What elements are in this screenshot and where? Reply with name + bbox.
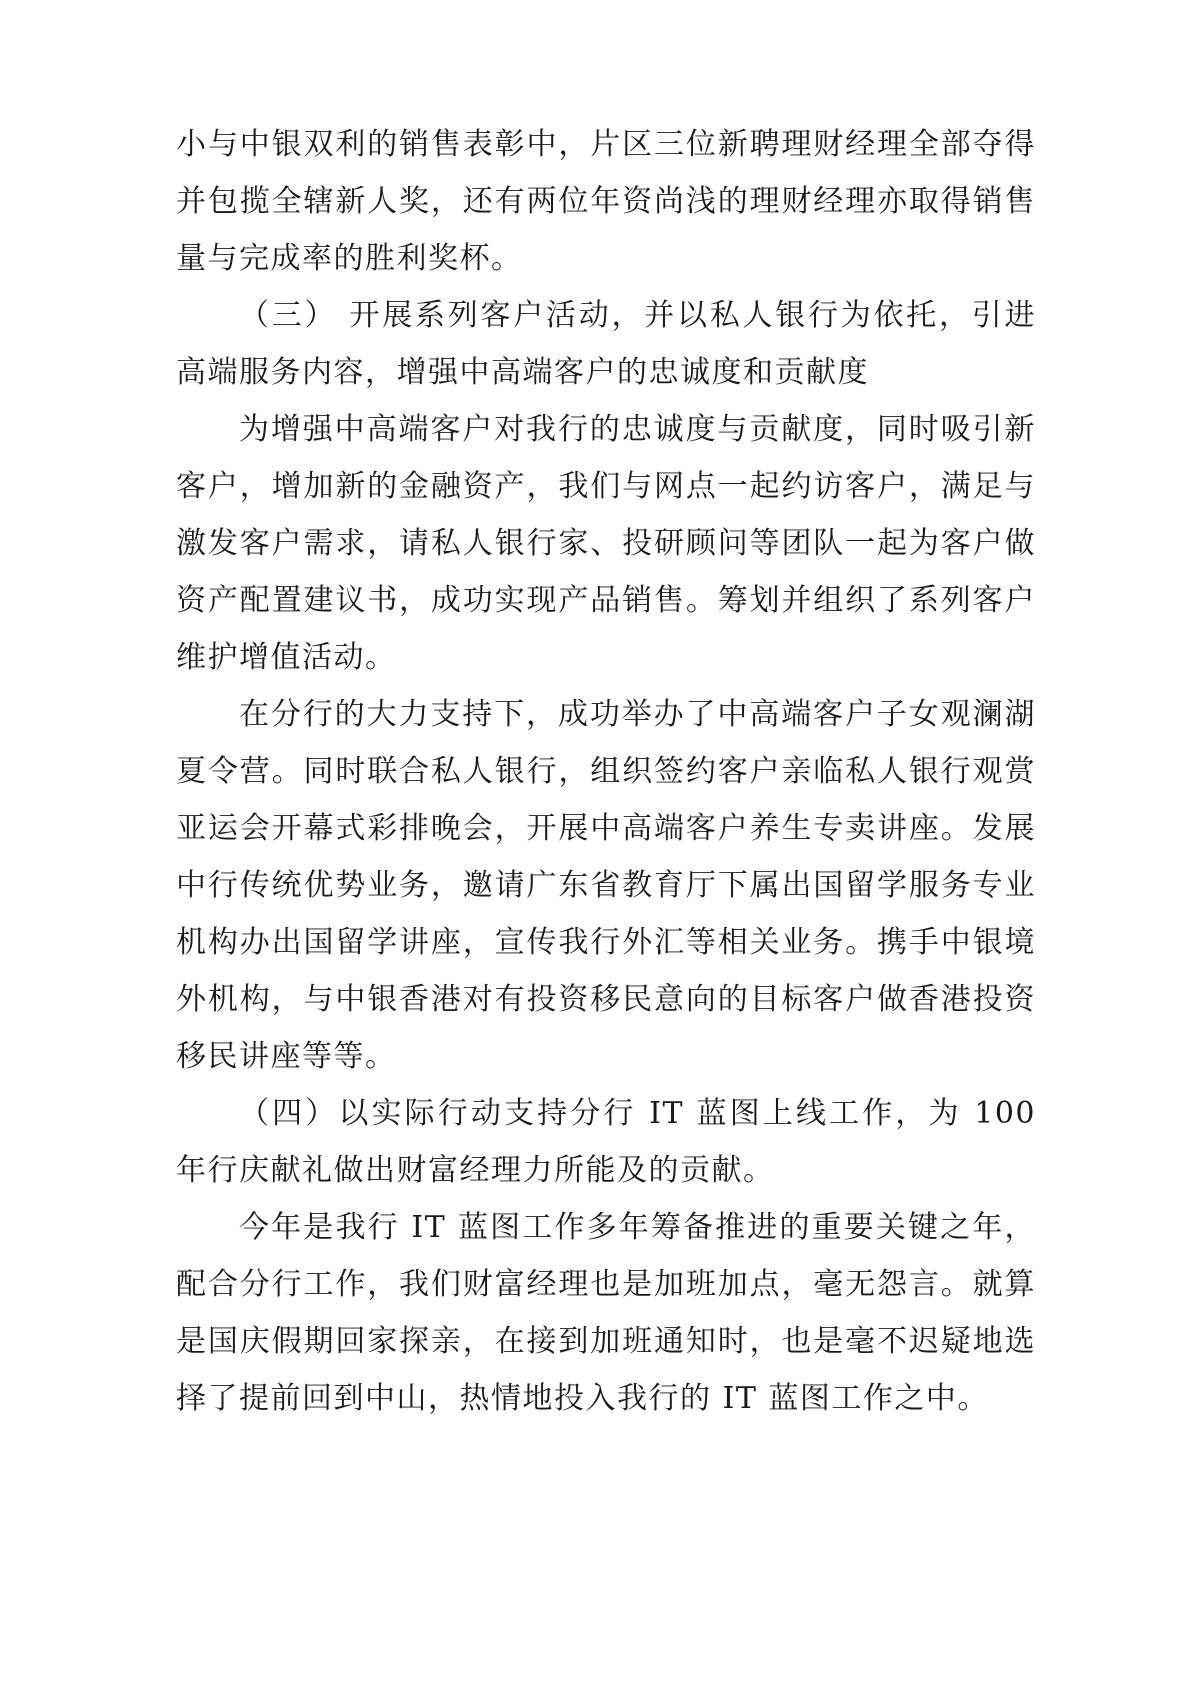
paragraph-continuation: 小与中银双利的销售表彰中，片区三位新聘理财经理全部夺得并包揽全辖新人奖，还有两位年资尚浅的理财经理亦取得销售量与完成率的胜利奖杯。: [176, 127, 1036, 276]
section-heading-three: （三） 开展系列客户活动，并以私人银行为依托，引进高端服务内容，增强中高端客户的忠诚度和贡献度: [176, 298, 1036, 390]
paragraph-client-events: 在分行的大力支持下，成功举办了中高端客户子女观澜湖夏令营。同时联合私人银行，组织签约客户亲临私人银行观赏亚运会开幕式彩排晚会，开展中高端客户养生专卖讲座。发展中行传统优势业务，邀请广东省教育厅下属出国留学服务专业机构办出国留学讲座，宣传我行外汇等相关业务。携手中银境外机构，与中银香港对有投资移民意向的目标客户做香港投资移民讲座等等。: [176, 697, 1036, 1074]
paragraph-client-loyalty: 为增强中高端客户对我行的忠诚度与贡献度，同时吸引新客户，增加新的金融资产，我们与网点一起约访客户，满足与激发客户需求，请私人银行家、投研顾问等团队一起为客户做资产配置建议书，成功实现产品销售。筹划并组织了系列客户维护增值活动。: [176, 412, 1036, 675]
section-heading-four: （四）以实际行动支持分行 IT 蓝图上线工作，为 100 年行庆献礼做出财富经理力所能及的贡献。: [176, 1096, 1036, 1188]
document-body: [176, 116, 1036, 1427]
paragraph-it-blueprint: 今年是我行 IT 蓝图工作多年筹备推进的重要关键之年，配合分行工作，我们财富经理也是加班加点，毫无怨言。就算是国庆假期回家探亲，在接到加班通知时，也是毫不迟疑地选择了提前回到中山，热情地投入我行的 IT 蓝图工作之中。: [176, 1210, 1036, 1416]
